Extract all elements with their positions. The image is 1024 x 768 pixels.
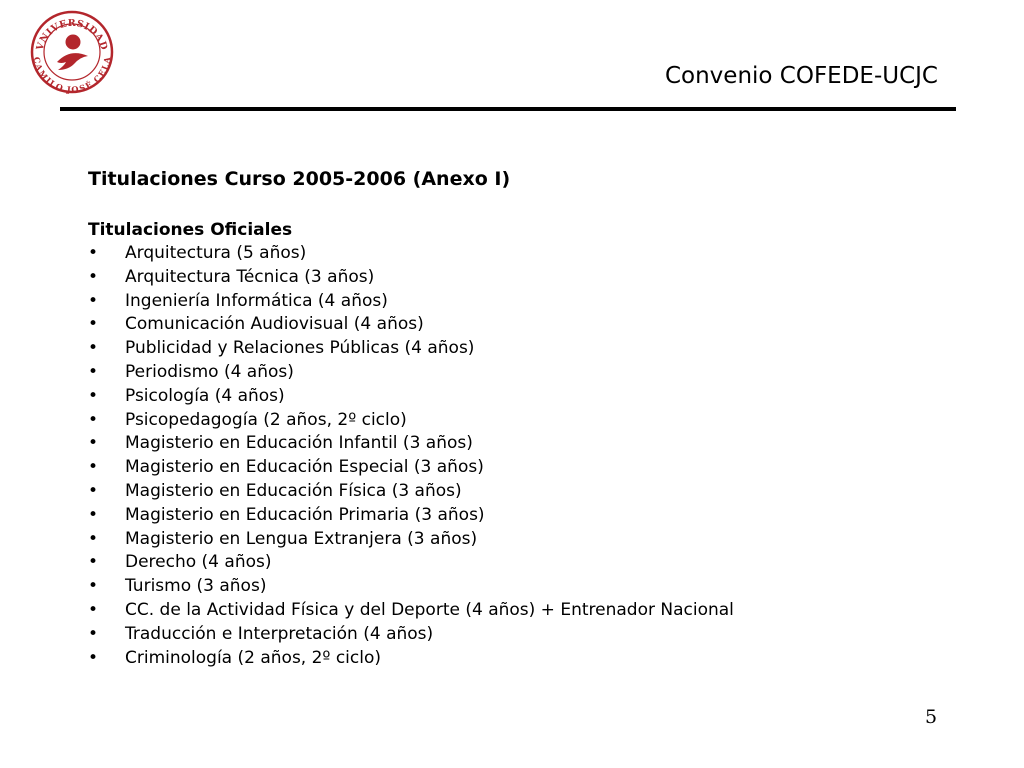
page-number: 5: [925, 706, 938, 728]
bullet-icon: •: [88, 647, 99, 668]
list-item: [88, 313, 968, 337]
list-item: [88, 361, 968, 385]
bullet-icon: •: [88, 361, 99, 382]
bullet-icon: •: [88, 623, 99, 644]
bullet-icon: •: [88, 552, 99, 573]
list-item: [88, 528, 968, 552]
bullet-icon: •: [88, 314, 99, 335]
list-item: [88, 266, 968, 290]
bullet-icon: •: [88, 385, 99, 406]
bullet-icon: •: [88, 433, 99, 454]
list-item: [88, 432, 968, 456]
list-item-label: Publicidad y Relaciones Públicas (4 años): [125, 338, 475, 359]
bullet-icon: •: [88, 290, 99, 311]
list-item: [88, 242, 968, 266]
list-item: [88, 337, 968, 361]
list-item: [88, 575, 968, 599]
svg-text:CAMILO JOSÉ CELA: CAMILO JOSÉ CELA: [31, 56, 113, 94]
list-item-label: Derecho (4 años): [125, 552, 272, 573]
page-title: Titulaciones Curso 2005-2006 (Anexo I): [88, 168, 511, 190]
list-item-label: Psicopedagogía (2 años, 2º ciclo): [125, 409, 407, 430]
list-item-label: Magisterio en Educación Infantil (3 años): [125, 433, 473, 454]
bullet-icon: •: [88, 576, 99, 597]
bullet-icon: •: [88, 480, 99, 501]
university-seal-icon: [30, 10, 114, 94]
header-divider: [60, 107, 956, 111]
list-item: [88, 290, 968, 314]
list-item-label: Magisterio en Educación Primaria (3 años): [125, 504, 485, 525]
degree-list: [88, 242, 968, 670]
list-item-label: Traducción e Interpretación (4 años): [125, 623, 434, 644]
list-item: [88, 456, 968, 480]
section-heading: Titulaciones Oficiales: [88, 220, 293, 240]
list-item-label: Magisterio en Educación Física (3 años): [125, 480, 462, 501]
bullet-icon: •: [88, 599, 99, 620]
list-item-label: Magisterio en Educación Especial (3 años): [125, 457, 484, 478]
list-item-label: Turismo (3 años): [125, 576, 267, 597]
list-item: [88, 647, 968, 671]
list-item-label: Psicología (4 años): [125, 385, 285, 406]
bullet-icon: •: [88, 528, 99, 549]
list-item: [88, 623, 968, 647]
list-item-label: Periodismo (4 años): [125, 361, 294, 382]
slide-content: [88, 167, 968, 670]
bullet-icon: •: [88, 504, 99, 525]
list-item-label: Ingeniería Informática (4 años): [125, 290, 388, 311]
list-item: [88, 551, 968, 575]
bullet-icon: •: [88, 243, 99, 263]
bullet-icon: •: [88, 266, 99, 287]
header-title: Convenio COFEDE-UCJC: [664, 63, 938, 89]
list-item-label: Arquitectura Técnica (3 años): [125, 266, 375, 287]
bullet-icon: •: [88, 338, 99, 359]
list-item: [88, 385, 968, 409]
svg-text:VNIVERSIDAD: VNIVERSIDAD: [34, 17, 110, 52]
list-item: [88, 409, 968, 433]
list-item-label: Criminología (2 años, 2º ciclo): [125, 647, 382, 668]
list-item-label: Comunicación Audiovisual (4 años): [125, 314, 424, 335]
list-item: [88, 504, 968, 528]
list-item-label: CC. de la Actividad Física y del Deporte (4 años) + Entrenador Nacional: [125, 599, 734, 620]
list-item: [88, 480, 968, 504]
bullet-icon: •: [88, 409, 99, 430]
list-item-label: Arquitectura (5 años): [125, 243, 307, 263]
list-item: [88, 599, 968, 623]
list-item-label: Magisterio en Lengua Extranjera (3 años): [125, 528, 478, 549]
bullet-icon: •: [88, 457, 99, 478]
